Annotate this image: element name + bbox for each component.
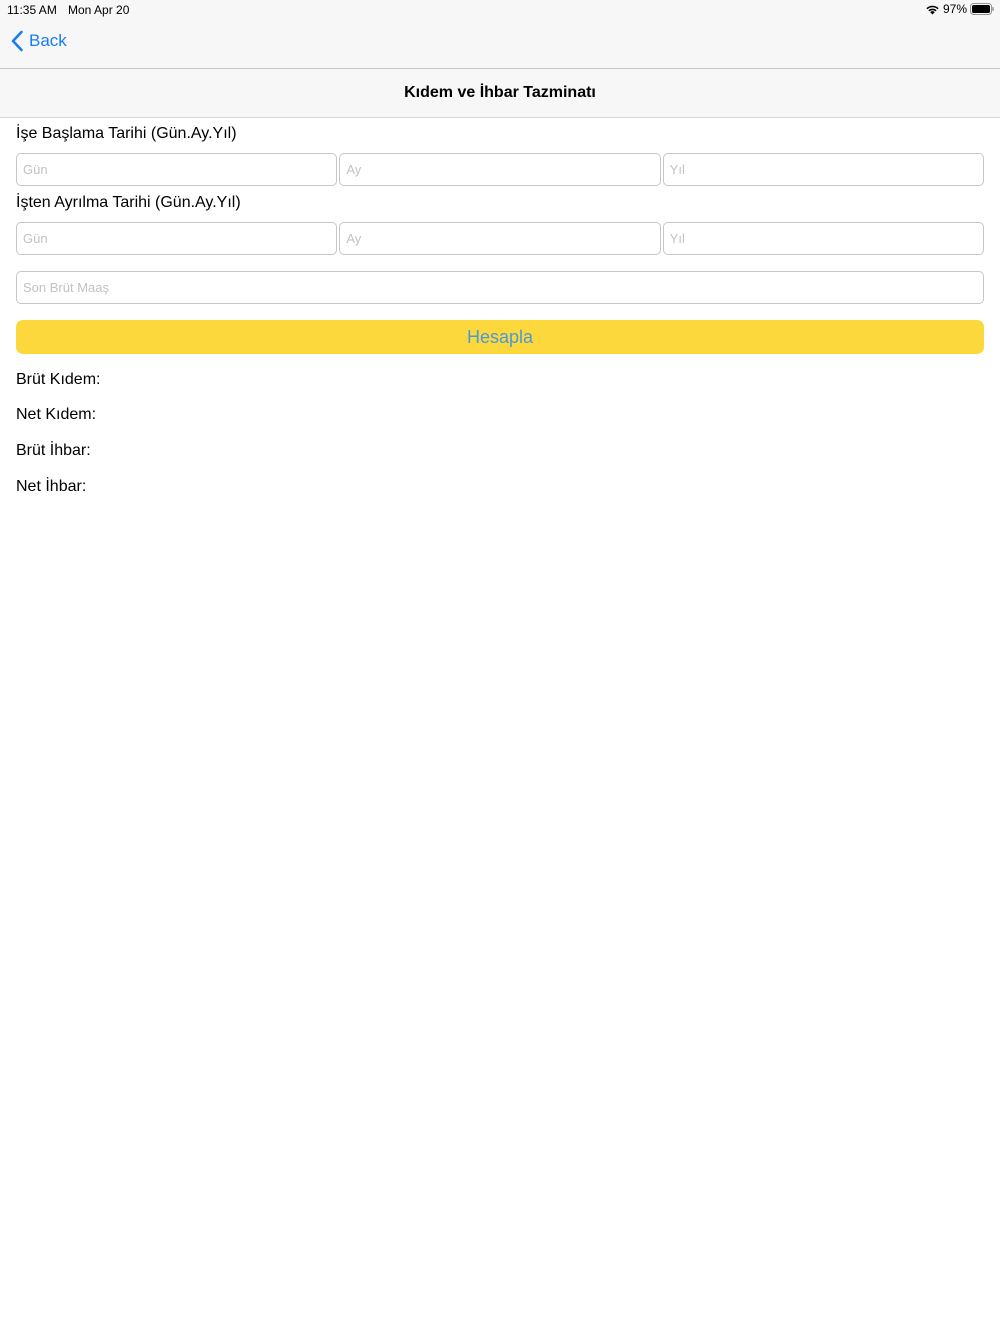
status-indicators	[925, 2, 994, 16]
salary-row	[16, 271, 984, 304]
end-day-input[interactable]	[16, 222, 337, 255]
back-button[interactable]	[10, 30, 67, 52]
calculate-button[interactable]: Hesapla	[16, 320, 984, 354]
status-date: Mon Apr 20	[68, 3, 130, 17]
end-month-input[interactable]	[339, 222, 660, 255]
status-bar	[0, 0, 1000, 20]
battery-icon	[970, 3, 994, 15]
status-time: 11:35 AM	[7, 3, 57, 17]
chevron-left-icon	[10, 30, 24, 52]
wifi-icon	[925, 3, 940, 15]
start-day-input[interactable]	[16, 153, 337, 186]
gross-severance-label: Brüt Kıdem:	[16, 371, 101, 388]
end-date-label: İşten Ayrılma Tarihi (Gün.Ay.Yıl)	[16, 194, 241, 211]
page-title: Kıdem ve İhbar Tazminatı	[0, 69, 1000, 118]
net-notice-label: Net İhbar:	[16, 478, 87, 495]
battery-percentage: 97%	[942, 2, 967, 16]
back-label: Back	[29, 31, 67, 50]
start-date-inputs	[16, 153, 984, 186]
gross-salary-input[interactable]	[16, 271, 984, 304]
net-severance-label: Net Kıdem:	[16, 406, 97, 423]
gross-notice-label: Brüt İhbar:	[16, 442, 91, 459]
start-date-label: İşe Başlama Tarihi (Gün.Ay.Yıl)	[16, 125, 237, 142]
start-year-input[interactable]	[663, 153, 984, 186]
start-month-input[interactable]	[339, 153, 660, 186]
navigation-bar	[0, 20, 1000, 69]
end-date-inputs	[16, 222, 984, 255]
end-year-input[interactable]	[663, 222, 984, 255]
